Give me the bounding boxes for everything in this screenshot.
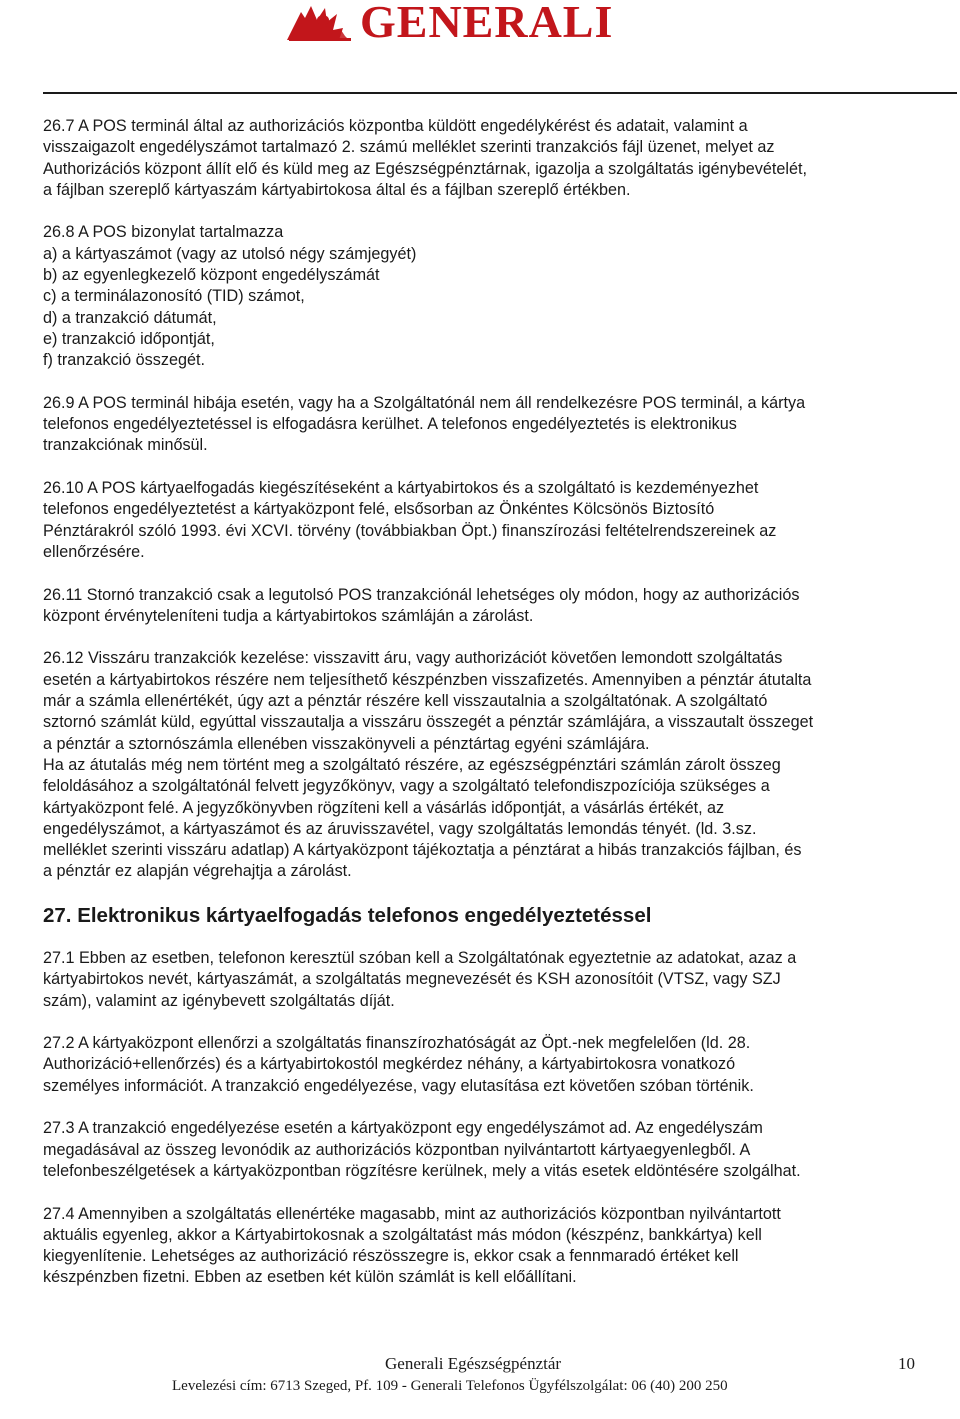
section-heading: 27. Elektronikus kártyaelfogadás telefonos engedélyeztetéssel [43, 903, 652, 927]
paragraph: 27.1 Ebben az esetben, telefonon keresztül szóban kell a Szolgáltatónak egyeztetnie az adatokat, azaz a kártyabirtokos nevét, kártyaszámát, a szolgáltatás megnevezését és KSH azonosítóit (VTSZ, vagy SZJ szám), valamint az igénybevett szolgáltatás díját. [43, 948, 797, 1010]
paragraph: 26.11 Stornó tranzakció csak a legutolsó POS tranzakciónál lehetséges oly módon, hogy az authorizációs központ érvényteleníteni tudja a kártyabirtokos számláján a zárolást. [43, 585, 800, 625]
paragraph: 27.4 Amennyiben a szolgáltatás ellenértéke magasabb, mint az authorizációs központban nyilvántartott aktuális egyenleg, akkor a Kártyabirtokosnak a szolgáltatást más módon (készpénz, bankkártya) kell kiegyenlítenie. Lehetséges az authorizáció részösszegre is, ekkor csak a fennmaradó értéket kell készpénzben fizetni. Ebben az esetben két külön számlát is kell előállítani. [43, 1204, 781, 1287]
paragraph: 26.12 Visszáru tranzakciók kezelése: visszavitt áru, vagy authorizációt követően lemondott szolgáltatás esetén a kártyabirtokos részére nem teljesíthető készpénzben visszafizetés. Amennyiben a pénztár átutalta már a számla ellenértékét, úgy azt a pénztár részére kell visszautalnia a szolgáltatónak. A szolgáltató sztornó számlát küld, egyúttal visszautalja a visszáru összegét a pénztár számlájára, a visszautalt összeget a pénztár a sztornószámla ellenében visszakönyveli a pénztártag egyéni számlájára. Ha az átutalás még nem történt meg a szolgáltató részére, az egészségpénztári számlán zárolt összeg feloldásához a szolgáltatónál felvett jegyzőkönyv, vagy a szolgáltató telefondiszpozíciója szükséges a kártyaközpont felé. A jegyzőkönyvben rögzíteni kell a vásárlás időpontját, a vásárlás értékét, az engedélyszámot, a kártyaszámot és az áruvisszavétel, vagy szolgáltatás lemondás tényét. (ld. 3.sz. melléklet szerinti visszáru adatlap) A kártyaközpont tájékoztatja a pénztárat a hibás tranzakciós fájlban, és a pénztár ez alapján végrehajtja a zárolást. [43, 649, 814, 881]
paragraph: 26.8 A POS bizonylat tartalmazza a) a kártyaszámot (vagy az utolsó négy számjegyét) b) az egyenlegkezelő központ engedélyszámát c) a terminálazonosító (TID) számot, d) a tranzakció dátumát, e) tranzakció időpontját, f) tranzakció összegét. [43, 223, 417, 370]
generali-logo-text: GENERALI [360, 0, 614, 47]
paragraph: 26.9 A POS terminál hibája esetén, vagy ha a Szolgáltatónál nem áll rendelkezésre POS terminál, a kártya telefonos engedélyeztetéssel is elfogadásra kerülhet. A telefonos engedélyeztetés is elektronikus tranzakciónak minősül. [43, 393, 806, 455]
page-number: 10 [898, 1354, 915, 1373]
paragraph: 27.3 A tranzakció engedélyezése esetén a kártyaközpont egy engedélyszámot ad. Az engedélyszám megadásával az összeg levonódik az authorizációs központban nyilvántartott kártyaegyenlegből. A telefonbeszélgetések a kártyaközpontban rögzítésre kerülnek, mely a vitás esetek eldöntésére szolgálhat. [43, 1119, 801, 1180]
header-divider [43, 92, 957, 94]
page-header [0, 0, 960, 80]
footer-address: Levelezési cím: 6713 Szeged, Pf. 109 - Generali Telefonos Ügyfélszolgálat: 06 (40) 200 250 [172, 1378, 728, 1394]
paragraph: 27.2 A kártyaközpont ellenőrzi a szolgáltatás finanszírozhatóságát az Öpt.-nek megfelelően (ld. 28. Authorizáció+ellenőrzés) és a kártyabirtokostól megkérdez néhány, a kártyabirtokosra vonatkozó személyes információt. A tranzakció engedélyezése, vagy elutasítása ezt követően szóban történik. [43, 1034, 754, 1095]
paragraph: 26.10 A POS kártyaelfogadás kiegészítéseként a kártyabirtokos és a szolgáltató is kezdeményezhet telefonos engedélyeztetést a kártyaközpont felé, elsősorban az Önkéntes Kölcsönös Biztosító Pénztárakról szóló 1993. évi XCVI. törvény (továbbiakban Öpt.) finanszírozási feltételrendszereinek az ellenőrzésére. [43, 479, 777, 561]
paragraph: 26.7 A POS terminál által az authorizációs központba küldött engedélykérést és adatait, valamint a visszaigazolt engedélyszámot tartalmazó 2. számú melléklet szerinti tranzakciós fájl üzenet, melyet az Authorizációs központ állít elő és küld meg az Egészségpénztárnak, igazolja a szolgáltatás igénybevételét, a fájlban szereplő kártyaszám kártyabirtokosa által és a fájlban szereplő értékben. [43, 117, 807, 199]
footer-company-name: Generali Egészségpénztár [385, 1354, 562, 1373]
document-body [43, 116, 923, 1310]
